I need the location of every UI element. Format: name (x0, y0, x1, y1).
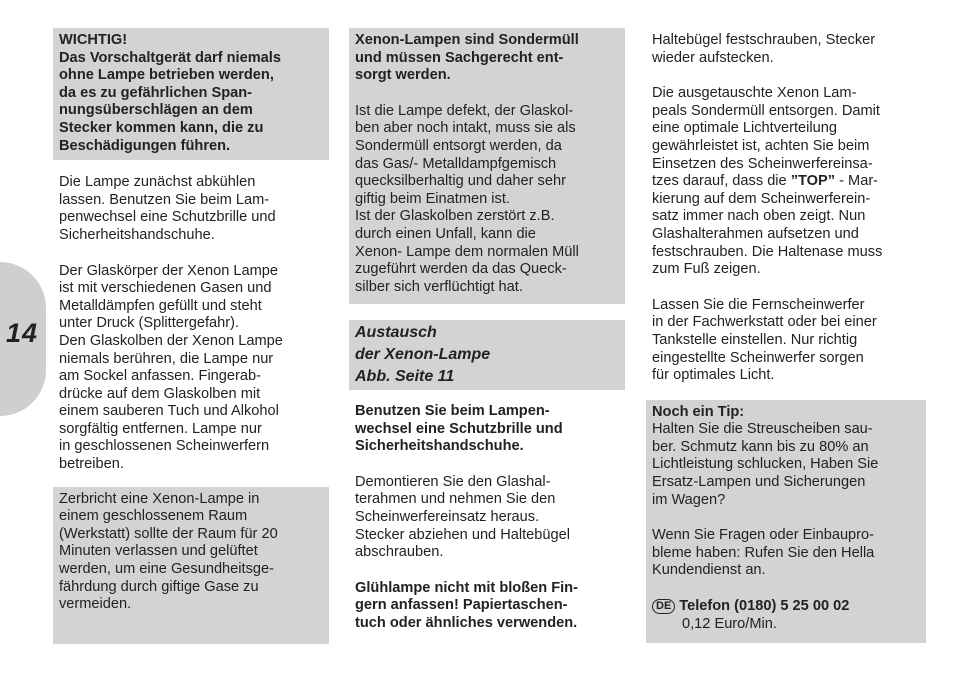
glass-paragraph: Der Glaskörper der Xenon Lampe ist mit verschiedenen Gasen und Metalldämpfen gefüllt und steht unter Druck (Splittergefahr). Den Glaskolben der Xenon Lampe niemals berühren, die Lampe nur am Sockel anfassen. Fingerab- drücke auf dem Glaskolben mit einem sauberen Tuch und Alkohol sorgfältig entfernen. Lampe nur in geschlossenen Scheinwerfern betreiben. (59, 262, 283, 473)
broken-lamp-text: Zerbricht eine Xenon-Lampe in einem geschlossenem Raum (Werkstatt) sollte der Raum für 20 Minuten verlassen und gelüftet werden, um eine Gesundheitsge- fährdung durch giftige Gase zu vermeiden. (59, 490, 278, 613)
tip-title: Noch ein Tip: (652, 403, 745, 420)
section-heading-box (349, 320, 625, 390)
page-number: 14 (6, 318, 39, 348)
disposal-bold: Xenon-Lampen sind Sondermüll und müssen Sachgerecht ent- sorgt werden. (355, 32, 579, 84)
dismount-paragraph: Demontieren Sie den Glashal- terahmen und nehmen Sie den Scheinwerfereinsatz heraus. Stecker abziehen und Haltebügel abschrauben. (355, 473, 571, 561)
disposal-text-a: Die ausgetauschte Xenon Lam- peals Sondermüll entsorgen. Damit eine optimale Lichtverteilung gewährleistet ist, achten Sie beim Einsetzen des Scheinwerfereinsa- tzes darauf, dass die (652, 85, 880, 190)
disposal-instruction (646, 67, 926, 279)
tip-text: Halten Sie die Streuscheiben sau- ber. Schmutz kann bis zu 80% an Lichtleistung schlucken, Haben Sie Ersatz-Lampen und Sicherungen im Wagen? (652, 421, 879, 508)
phone-number: Telefon (0180) 5 25 00 02 (679, 598, 850, 615)
disposal-box (349, 28, 625, 304)
phone-rate: 0,12 Euro/Min. (682, 615, 777, 632)
warning-box (53, 28, 329, 160)
column-1 (53, 28, 329, 644)
safety-instruction: Benutzen Sie beim Lampen- wechsel eine Schutzbrille und Sicherheitshandschuhe. (355, 403, 563, 455)
section-heading: Austausch der Xenon-Lampe Abb. Seite 11 (355, 324, 491, 385)
broken-lamp-box (53, 487, 329, 644)
disposal-text-b: - Mar- kierung auf dem Scheinwerferein- satz immer nach oben zeigt. Nun Glashalterahmen aufsetzen und festschrauben. Die Haltenase muss zum Fuß zeigen. (652, 173, 883, 278)
column-3 (646, 28, 926, 643)
bulb-warning: Glühlampe nicht mit bloßen Fin- gern anfassen! Papiertaschen- tuch oder ähnliches verwenden. (355, 579, 578, 631)
top-marker: ”TOP” (790, 173, 836, 190)
reattach-paragraph: Haltebügel festschrauben, Stecker wieder aufstecken. (652, 32, 876, 66)
adjustment-paragraph: Lassen Sie die Fernscheinwerfer in der Fachwerkstatt oder bei einer Tankstelle einstellen. Nur richtig eingestellte Scheinwerfer sorgen für optimales Licht. (652, 296, 877, 384)
cooling-paragraph: Die Lampe zunächst abkühlen lassen. Benutzen Sie beim Lam- penwechsel eine Schutzbrille und Sicherheitshandschuhe. (59, 174, 276, 243)
support-text: Wenn Sie Fragen oder Einbaupro- bleme haben: Rufen Sie den Hella Kundendienst an. (652, 527, 875, 579)
country-badge: DE (652, 599, 675, 614)
column-2 (349, 28, 625, 633)
phone-line (652, 598, 920, 616)
disposal-text: Ist die Lampe defekt, der Glaskol- ben aber noch intakt, muss sie als Sondermüll entsorgt werden, da das Gas/- Metalldampfgemisch quecksilberhaltig und daher sehr giftig beim Einatmen ist. Ist der Glaskolben zerstört z.B. durch einen Unfall, kann die Xenon- Lampe dem normalen Müll zugeführt werden da das Queck- silber sich verflüchtigt hat. (355, 102, 579, 295)
tip-box (646, 400, 926, 643)
warning-text: WICHTIG! Das Vorschaltgerät darf niemals ohne Lampe betrieben werden, da es zu gefährlichen Span- nungsüberschlägen an dem Stecker kommen kann, die zu Beschädigungen führen. (59, 32, 281, 154)
